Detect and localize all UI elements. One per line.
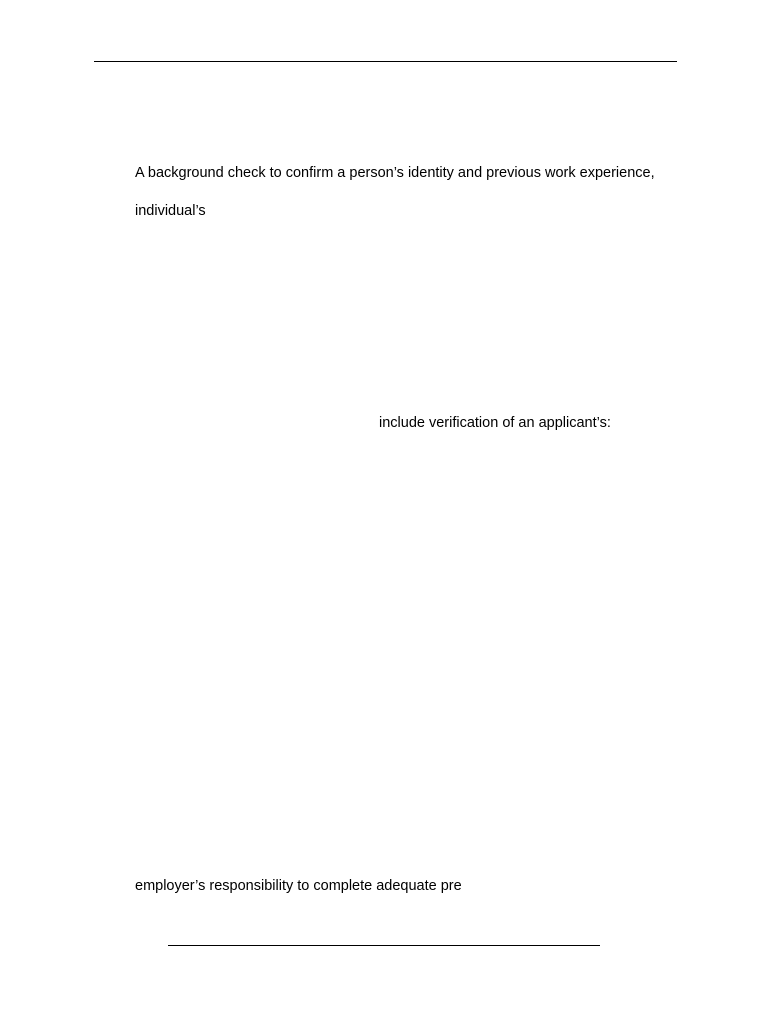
paragraph-line-1: A background check to confirm a person’s identity and previous work experience, <box>135 165 655 181</box>
paragraph-line-3: include verification of an applicant’s: <box>379 415 611 431</box>
header-rule <box>94 61 677 62</box>
footnote-rule <box>168 945 600 946</box>
paragraph-line-4: employer’s responsibility to complete adequate pre <box>135 878 462 894</box>
paragraph-line-2: individual’s <box>135 203 206 219</box>
